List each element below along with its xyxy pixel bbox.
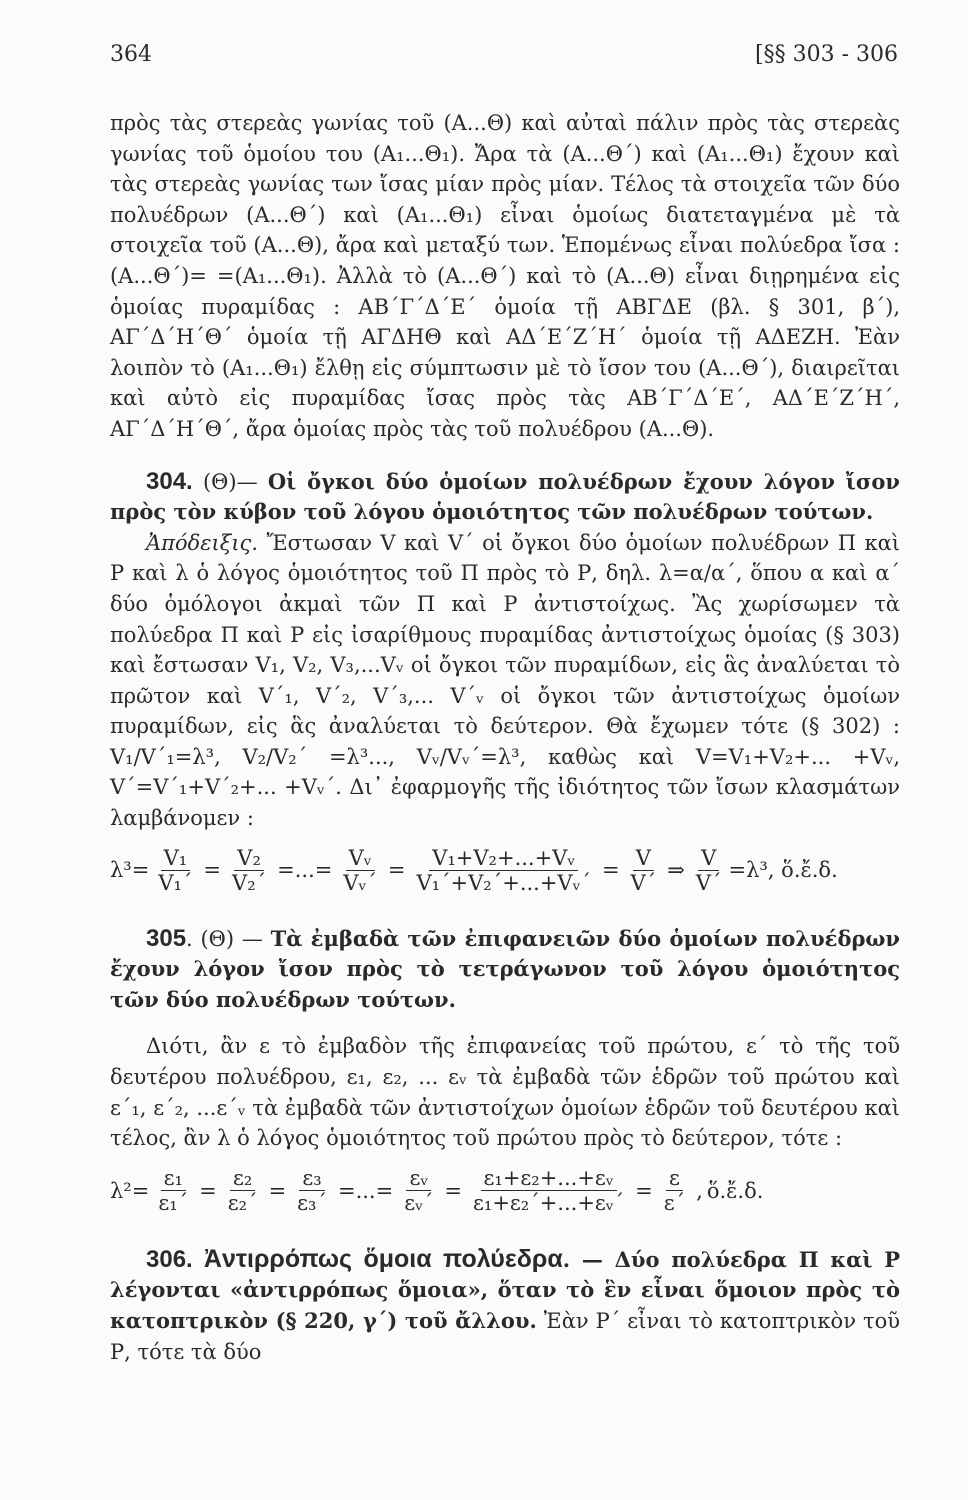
- theorem-304: [110, 467, 900, 528]
- section-number-304: 304.: [146, 467, 193, 495]
- fraction: $\frac{\varepsilon}{\varepsilon΄}$: [663, 1166, 686, 1216]
- implies-symbol: ⇒: [667, 858, 685, 883]
- theorem-statement-304: Οἱ ὄγκοι δύο ὁμοίων πολυέδρων ἔχουν λόγον ἴσον πρὸς τὸν κύβον τοῦ λόγου ὁμοιότητος τῶν πολυέδρων τούτων.: [110, 468, 900, 525]
- formula-volume-ratio: λ³= $\frac{\text{V₁}}{\text{V₁΄}}$ = $\frac{\text{V₂}}{\text{V₂΄}}$ =...= $\frac{\text{Vᵥ}}{\text{Vᵥ΄}}$ = $\frac{\text{V₁+V₂+...+Vᵥ}}{\text{V₁΄+V₂΄+...+Vᵥ΄}}$ = $\frac{V}{V΄}$ ⇒ $\frac{V}{V΄}$ =λ³, ὅ.ἔ.δ.: [110, 846, 838, 896]
- formula-dots: =...=: [277, 858, 333, 883]
- fraction: $\frac{\text{V₂}}{\text{V₂΄}}$: [232, 846, 267, 896]
- page-number: 364: [110, 42, 152, 67]
- theorem-tag-305: (Θ) —: [200, 926, 263, 951]
- theorem-305: 305. (Θ) — Τὰ ἐμβαδὰ τῶν ἐπιφανειῶν δύο ὁμοίων πολυέδρων ἔχουν λόγον ἴσον πρὸς τὸ τετράγωνον τοῦ λόγου ὁμοιότητος τῶν δύο πολυέδρων τούτων.: [110, 924, 900, 1012]
- formula-dots: =...=: [337, 1178, 394, 1203]
- fraction: $\frac{V}{V΄}$: [695, 846, 722, 896]
- formula-lhs: λ³=: [110, 858, 150, 883]
- definition-continuation-306: Ἐὰν Ρ΄ εἶναι τὸ κατοπτρικὸν τοῦ Ρ, τότε τὰ δύο: [110, 1309, 901, 1364]
- formula-lhs: λ²=: [110, 1178, 150, 1203]
- fraction: $\frac{\text{V₁+V₂+...+Vᵥ}}{\text{V₁΄+V₂΄+...+Vᵥ΄}}$: [416, 846, 591, 896]
- fraction: $\frac{\text{Vᵥ}}{\text{Vᵥ΄}}$: [343, 846, 377, 896]
- proof-304: [110, 528, 900, 834]
- fraction: $\frac{\text{ε₁}}{\text{ε₁΄}}$: [158, 1166, 189, 1216]
- proof-305: Διότι, ἂν ε τὸ ἐμβαδὸν τῆς ἐπιφανείας τοῦ πρώτου, ε΄ τὸ τῆς τοῦ δευτέρου πολυέδρου, ε₁, ε₂, ... εᵥ τὰ ἐμβαδὰ τῶν ἑδρῶν τοῦ πρώτου καὶ ε΄₁, ε΄₂, ...ε΄ᵥ τὰ ἐμβαδὰ τῶν ἀντιστοίχων ὁμοίων ἑδρῶν τοῦ δευτέρου καὶ τέλος, ἂν λ ὁ λόγος ὁμοιότητος τοῦ πρώτου πρὸς τὸ δεύτερον, τότε :: [110, 1034, 900, 1151]
- continuation-paragraph: πρὸς τὰς στερεὰς γωνίας τοῦ (Α...Θ) καὶ αὐταὶ πάλιν πρὸς τὰς στερεὰς γωνίας τοῦ ὁμοίου του (Α₁...Θ₁). Ἄρα τὰ (Α...Θ΄) καὶ (Α₁...Θ₁) ἔχουν καὶ τὰς στερεὰς γωνίας των ἴσας μίαν πρὸς μίαν. Τέλος τὰ στοιχεῖα τῶν δύο πολυέδρων (Α...Θ΄) καὶ (Α₁...Θ₁) εἶναι ὁμοίως διατεταγμένα μὲ τὰ στοιχεῖα τοῦ (Α...Θ), ἄρα καὶ μεταξύ των. Ἑπομένως εἶναι πολύεδρα ἴσα : (Α...Θ΄)= =(Α₁...Θ₁). Ἀλλὰ τὸ (Α...Θ΄) καὶ τὸ (Α...Θ) εἶναι διῃρημένα εἰς ὁμοίας πυραμίδας : ΑΒ΄Γ΄Δ΄Ε΄ ὁμοία τῇ ΑΒΓΔΕ (βλ. § 301, β΄), ΑΓ΄Δ΄Η΄Θ΄ ὁμοία τῇ ΑΓΔΗΘ καὶ ΑΔ΄Ε΄Ζ΄Η΄ ὁμοία τῇ ΑΔΕΖΗ. Ἐὰν λοιπὸν τὸ (Α₁...Θ₁) ἔλθῃ εἰς σύμπτωσιν μὲ τὸ ἴσον του (Α...Θ΄), διαιρεῖται καὶ αὐτὸ εἰς πυραμίδας ἴσας πρὸς τὰς ΑΒ΄Γ΄Δ΄Ε΄, ΑΔ΄Ε΄Ζ΄Η΄, ΑΓ΄Δ΄Η΄Θ΄, ἄρα ὁμοίας πρὸς τὰς τοῦ πολυέδρου (Α...Θ).: [110, 111, 900, 441]
- formula-area-ratio: λ²= $\frac{\text{ε₁}}{\text{ε₁΄}}$ = $\frac{\text{ε₂}}{\text{ε₂΄}}$ = $\frac{\text{ε₃}}{\text{ε₃΄}}$ =...= $\frac{\text{εᵥ}}{\text{εᵥ΄}}$ = $\frac{\text{ε₁+ε₂+...+εᵥ}}{\text{ε₁+ε₂΄+...+εᵥ΄}}$ = $\frac{\varepsilon}{\varepsilon΄}$ , ὅ.ἔ.δ.: [110, 1166, 764, 1216]
- formula-end: ὅ.ἔ.δ.: [706, 1178, 764, 1203]
- fraction: $\frac{\text{ε₁+ε₂+...+εᵥ}}{\text{ε₁+ε₂΄+...+εᵥ΄}}$: [473, 1166, 625, 1216]
- theorem-tag-304: (Θ)—: [202, 469, 258, 494]
- definition-306: [110, 1244, 900, 1367]
- section-title-306: Ἀντιρρόπως ὅμοια πολύεδρα: [203, 1244, 563, 1273]
- page-header: [110, 42, 898, 76]
- proof-text-304: Ἔστωσαν V καὶ V΄ οἱ ὄγκοι δύο ὁμοίων πολυέδρων Π καὶ Ρ καὶ λ ὁ λόγος ὁμοιότητος τοῦ Π πρὸς τὸ Ρ, δηλ. λ=α/α΄, ὅπου α καὶ α΄ δύο ὁμόλογοι ἀκμαὶ τῶν Π καὶ Ρ ἀντιστοίχως. Ἂς χωρίσωμεν τὰ πολύεδρα Π καὶ Ρ εἰς ἰσαρίθμους πυραμίδας ἀντιστοίχως ὁμοίας (§ 303) καὶ ἔστωσαν V₁, V₂, V₃,...Vᵥ οἱ ὄγκοι τῶν πυραμίδων, εἰς ἃς ἀναλύεται τὸ πρῶτον καὶ V΄₁, V΄₂, V΄₃,... V΄ᵥ οἱ ὄγκοι τῶν ἀντιστοίχως ὁμοίων πυραμίδων, εἰς ἃς ἀναλύεται τὸ δεύτερον. Θὰ ἔχωμεν τότε (§ 302) : V₁/V΄₁=λ³, V₂/V₂΄ =λ³..., Vᵥ/Vᵥ΄=λ³, καθὼς καὶ V=V₁+V₂+... +Vᵥ, V΄=V΄₁+V΄₂+... +Vᵥ΄. Δι᾽ ἐφαρμογῆς τῆς ἰδιότητος τῶν ἴσων κλασμάτων λαμβάνομεν :: [110, 530, 900, 831]
- definition-text-306: . — Δύο πολύεδρα Π καὶ Ρ λέγονται «ἀντιρρόπως ὅμοια», ὅταν τὸ ἓν εἶναι ὅμοιον πρὸς τὸ κατοπτρικὸν (§ 220, γ΄) τοῦ ἄλλου.: [110, 1246, 900, 1333]
- fraction: $\frac{\text{ε₃}}{\text{ε₃΄}}$: [297, 1166, 327, 1216]
- fraction: $\frac{V}{V΄}$: [630, 846, 657, 896]
- fraction: $\frac{\text{εᵥ}}{\text{εᵥ΄}}$: [404, 1166, 434, 1216]
- theorem-statement-305: Τὰ ἐμβαδὰ τῶν ἐπιφανειῶν δύο ὁμοίων πολυέδρων ἔχουν λόγον ἴσον πρὸς τὸ τετράγωνον τοῦ λόγου ὁμοιότητος τῶν δύο πολυέδρων τούτων.: [110, 925, 900, 1012]
- formula-end: =λ³, ὅ.ἔ.δ.: [728, 858, 838, 883]
- page-body: [110, 108, 900, 1367]
- section-reference: [§§ 303 - 306: [755, 42, 898, 67]
- fraction: $\frac{\text{V₁}}{\text{V₁΄}}$: [158, 846, 193, 896]
- fraction: $\frac{\text{ε₂}}{\text{ε₂΄}}$: [227, 1166, 258, 1216]
- section-number-305: 305: [146, 924, 187, 952]
- proof-label: Ἀπόδειξις.: [146, 530, 258, 555]
- section-number-306: 306.: [146, 1245, 193, 1273]
